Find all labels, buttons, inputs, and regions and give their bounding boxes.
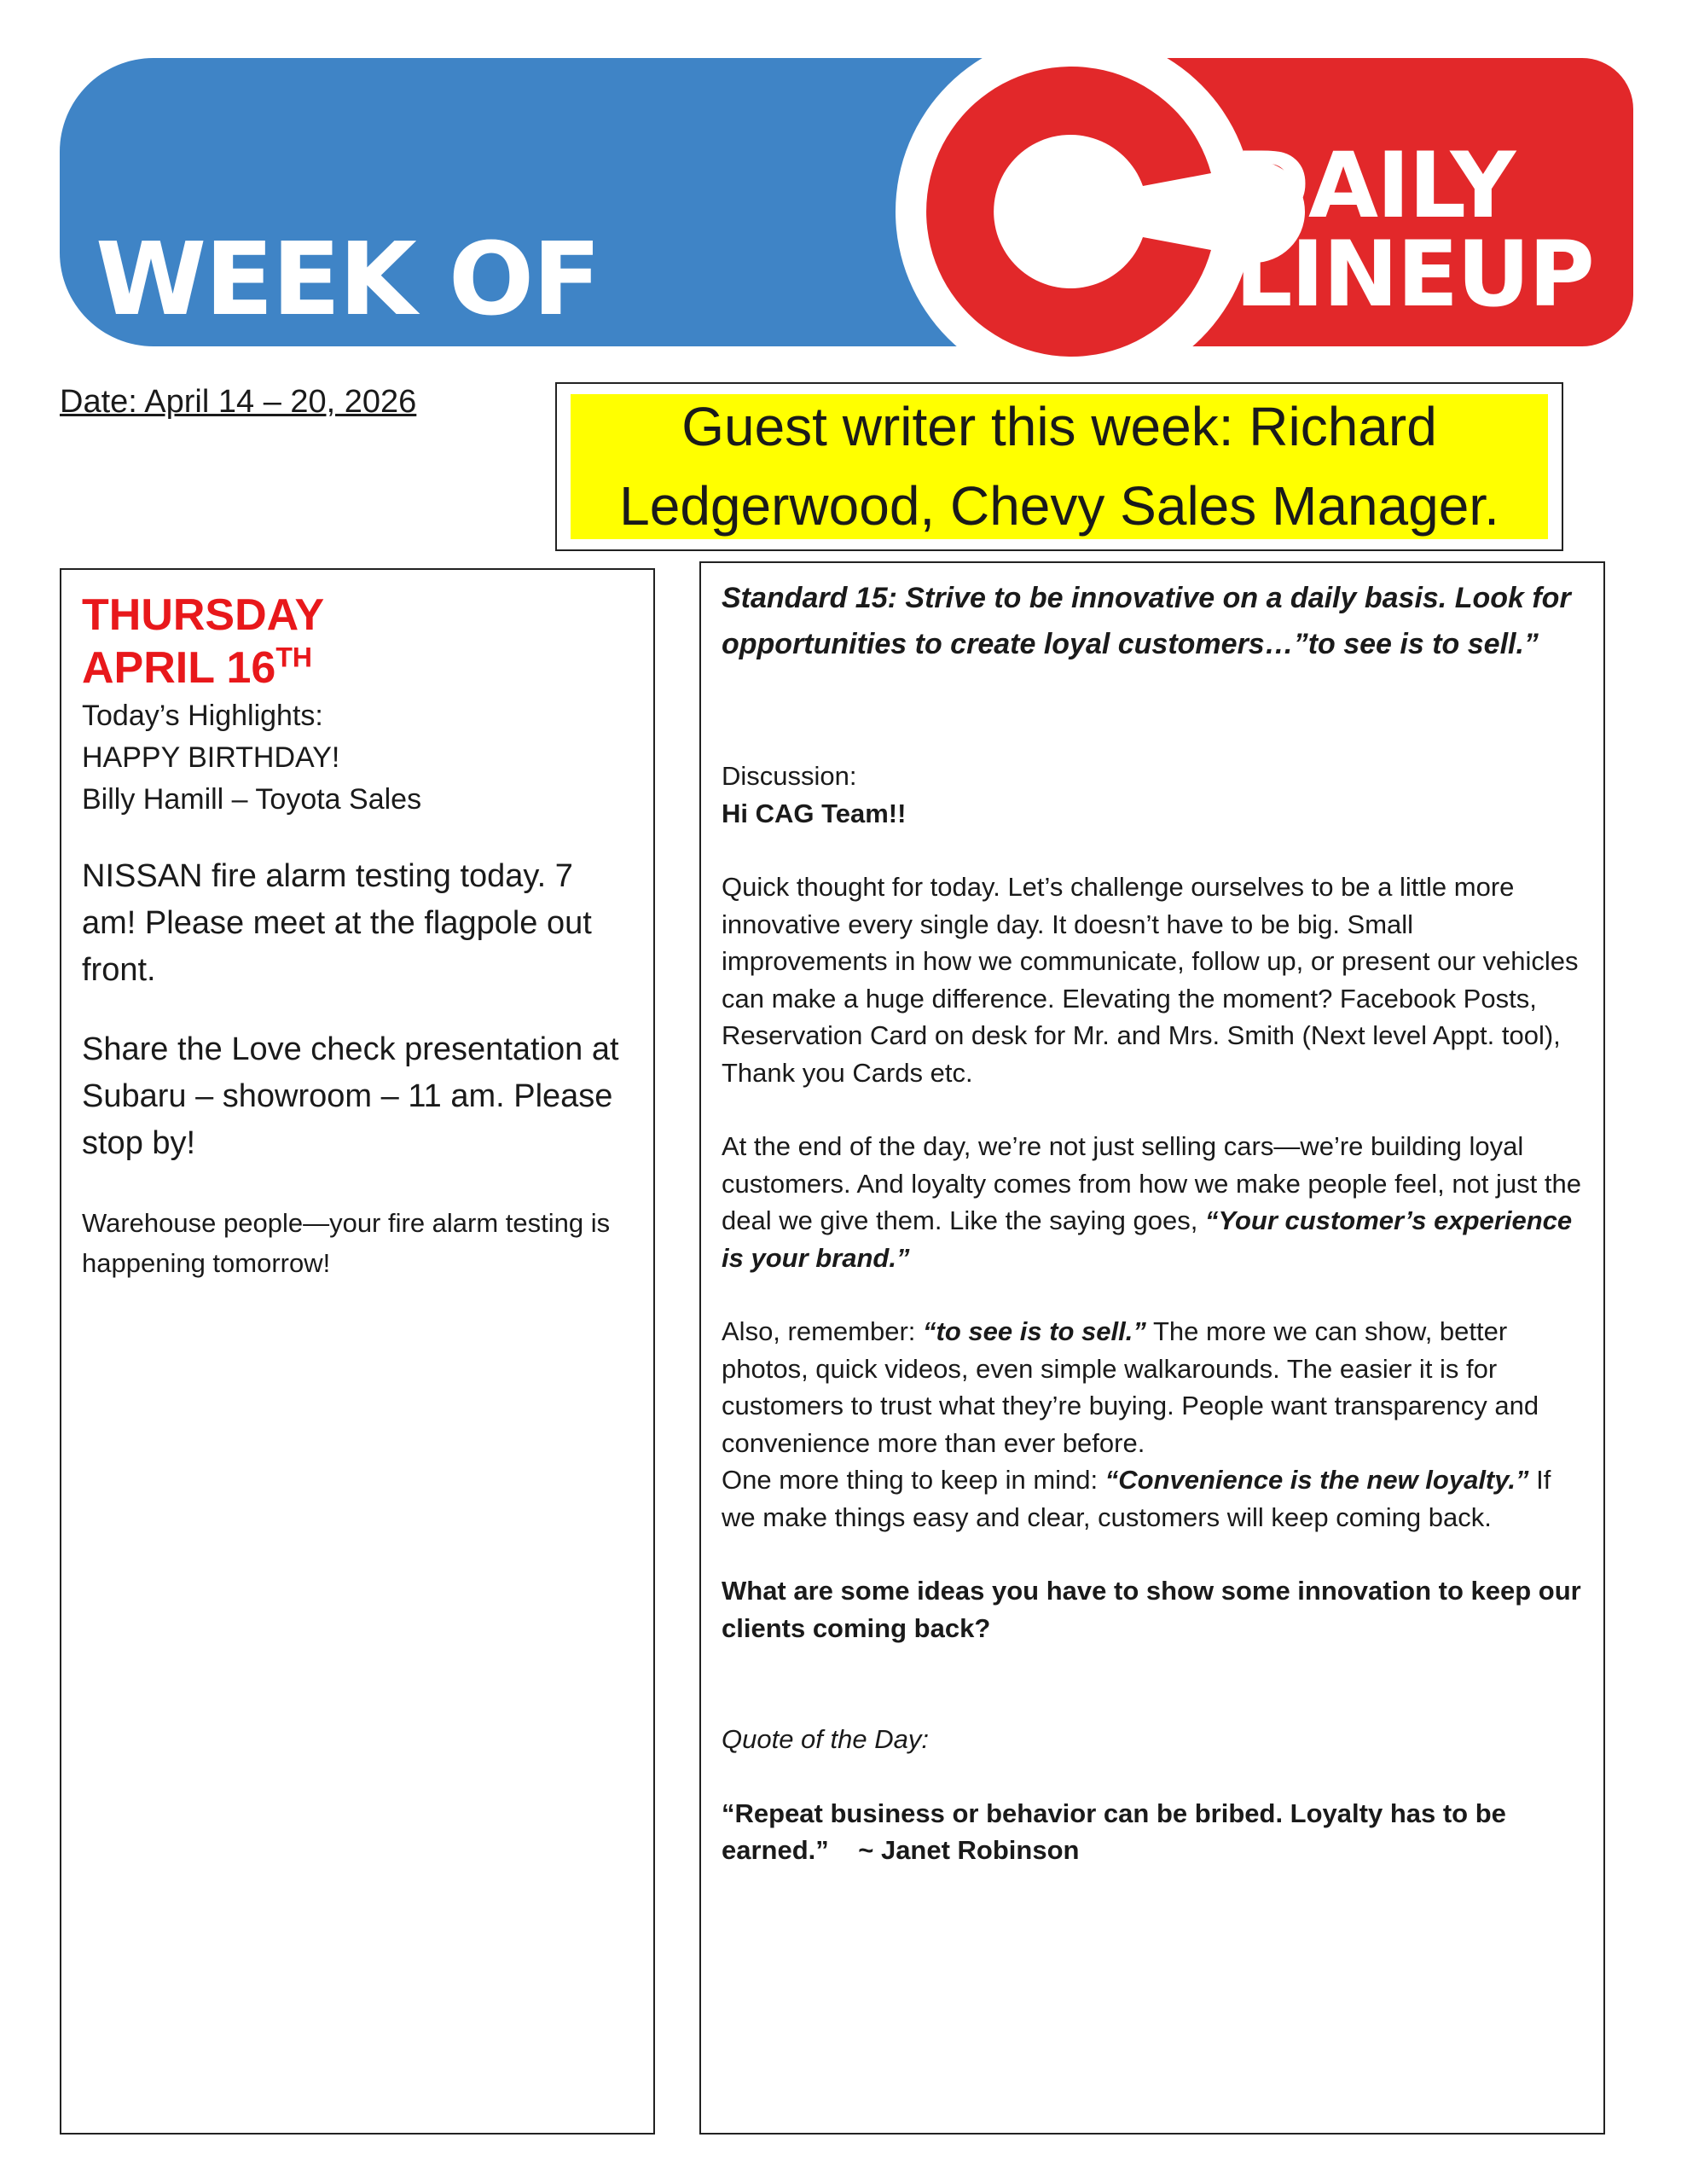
date-heading-suffix: TH <box>275 642 313 674</box>
lineup-word: LINEUP <box>1235 221 1593 327</box>
quote-of-day <box>722 1795 1585 1869</box>
guest-writer-text: Guest writer this week: Richard Ledgerwood, Chevy Sales Manager. <box>571 394 1548 539</box>
date-heading-main: APRIL 16 <box>82 643 276 694</box>
quote-author: ~ Janet Robinson <box>858 1835 1080 1865</box>
paragraph-loyalty <box>722 1128 1585 1276</box>
paragraph-convenience <box>722 1461 1585 1536</box>
date-heading <box>82 642 633 694</box>
paragraph-innovation: Quick thought for today. Let’s challenge ourselves to be a little more innovative every single day. It doesn’t have to be big. Small improvements in how we communicate, follow up, or present our vehicles can make a huge difference. Elevating the moment? Facebook Posts, Reservation Card on desk for Mr. and Mrs. Smith (Next level Appt. tool), Thank you Cards etc. <box>722 872 1579 1088</box>
right-column <box>699 561 1605 2135</box>
birthday-person: Billy Hamill – Toyota Sales <box>82 782 422 816</box>
quote-text: “Repeat business or behavior can be bribed. Loyalty has to be earned.” <box>722 1798 1506 1865</box>
brand-quote: “Your customer’s experience is your brand.” <box>722 1205 1573 1273</box>
discussion-label: Discussion: <box>722 761 857 791</box>
paragraph-see-to-sell <box>722 1313 1585 1461</box>
left-column <box>60 568 655 2135</box>
paragraph-convenience-text: If we make things easy and clear, customers will keep coming back. <box>722 1465 1551 1532</box>
team-greeting: Hi CAG Team!! <box>722 798 907 828</box>
header-banner <box>60 58 1633 346</box>
paragraph-see-lead: Also, remember: <box>722 1316 924 1346</box>
standard-statement: Standard 15: Strive to be innovative on a daily basis. Look for opportunities to create loyal customers…”to see is to sell.” <box>722 582 1571 660</box>
convenience-quote: “Convenience is the new loyalty.” <box>1104 1465 1529 1495</box>
share-love-note: Share the Love check presentation at Subaru – showroom – 11 am. Please stop by! <box>82 1031 619 1161</box>
quote-of-day-label: Quote of the Day: <box>722 1724 929 1754</box>
paragraph-see-text: The more we can show, better photos, quick videos, even simple walkarounds. The easier it is for customers to trust what they’re buying. People want transparency and convenience more than ever before. <box>722 1316 1539 1458</box>
daily-word: DAILY <box>1235 133 1515 238</box>
birthday-heading: HAPPY BIRTHDAY! <box>82 741 340 774</box>
day-heading: THURSDAY <box>82 590 325 640</box>
week-of-heading: WEEK OF <box>96 220 600 338</box>
date-range: Date: April 14 – 20, 2026 <box>60 384 417 420</box>
paragraph-loyalty-text: At the end of the day, we’re not just selling cars—we’re building loyal customers. And loyalty comes from how we make people feel, not just the deal we give them. Like the saying goes, <box>722 1131 1581 1235</box>
discussion-question: What are some ideas you have to show some innovation to keep our clients coming back? <box>722 1576 1581 1643</box>
paragraph-convenience-lead: One more thing to keep in mind: <box>722 1465 1105 1495</box>
see-to-sell-quote: “to see is to sell.” <box>923 1316 1146 1346</box>
highlights-label: Today’s Highlights: <box>82 699 323 732</box>
nissan-note: NISSAN fire alarm testing today. 7 am! Please meet at the flagpole out front. <box>82 857 592 988</box>
warehouse-note: Warehouse people—your fire alarm testing is happening tomorrow! <box>82 1207 611 1278</box>
daily-lineup-heading <box>1235 133 1593 327</box>
guest-writer-box <box>555 382 1563 551</box>
